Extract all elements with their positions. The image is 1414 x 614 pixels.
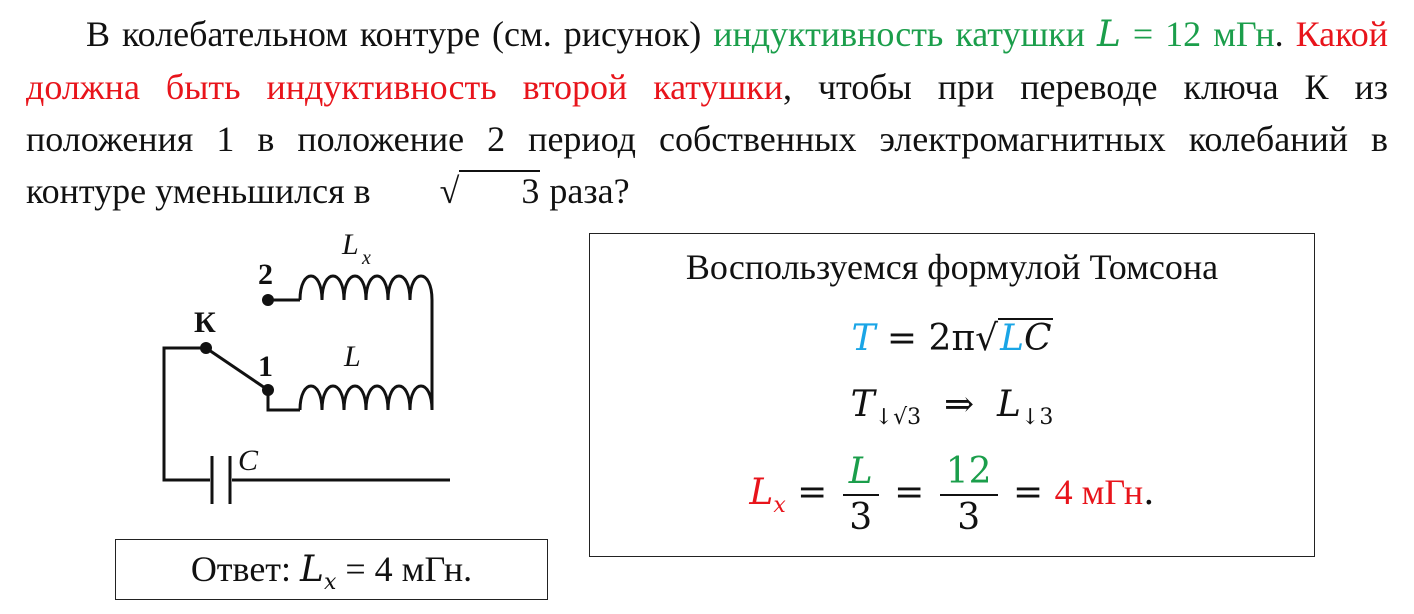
label-L: L (344, 340, 361, 373)
formula-sqrt: √LC (975, 318, 1052, 359)
result-end: . (1143, 472, 1155, 513)
formula-C: C (1023, 318, 1052, 359)
eq2: = (882, 472, 936, 513)
terminal-1-dot (262, 384, 274, 396)
solution-heading: Воспользуемся формулой Томсона (685, 247, 1219, 287)
problem-question: Какой должна быть индуктивность второй катушки (26, 14, 1389, 107)
label-K: К (194, 306, 216, 339)
coil-Lx (300, 276, 432, 300)
label-1: 1 (258, 350, 273, 383)
proportion-line (590, 384, 1314, 430)
wire-left (164, 348, 210, 480)
eq1: = (785, 472, 839, 513)
problem-text (26, 8, 1388, 217)
answer-prefix: Ответ: (190, 549, 301, 589)
frac2-num: 12 (940, 450, 998, 496)
fraction-L-over-3 (843, 450, 879, 540)
sqrt-expression: √ 3 (439, 171, 540, 211)
problem-inductance-phrase: индуктивность катушки (713, 14, 1098, 54)
fraction-12-over-3 (940, 450, 998, 540)
formula-T: T (851, 318, 876, 359)
formula-radicand (998, 318, 1052, 358)
line3-arrow: ⇒ (921, 384, 998, 425)
problem-part4: раза? (540, 171, 630, 211)
thomson-formula (590, 318, 1314, 359)
switch-pivot (200, 342, 212, 354)
result-var: L (749, 472, 774, 513)
answer-box (115, 539, 548, 600)
label-Lx-sub: x (362, 247, 371, 269)
frac2-den: 3 (957, 497, 981, 538)
circuit-diagram (150, 224, 450, 524)
formula-mid: = 2π (875, 318, 976, 359)
coil-L (300, 386, 432, 410)
result-sub: x (773, 493, 786, 519)
frac1-num: L (843, 450, 879, 496)
sqrt-radicand: 3 (459, 170, 540, 210)
result-value: 4 мГн (1054, 472, 1144, 512)
terminal-2-dot (262, 294, 274, 306)
problem-part3: , чтобы при переводе ключа К из положения 1 в положение 2 период собственных электромагнитных колебаний в контуре уменьшился в (26, 67, 1388, 211)
line3-L: L (997, 384, 1021, 425)
problem-period: . (1274, 14, 1296, 54)
line3-L-sub: ↓3 (1020, 405, 1054, 431)
line3-T-sub: ↓√3 (874, 405, 922, 431)
problem-L-symbol: L (1097, 14, 1121, 55)
solution-box (589, 233, 1315, 557)
label-C: C (238, 444, 259, 477)
answer-value: = 4 мГн. (336, 549, 473, 589)
wire-terminal-1 (268, 392, 300, 410)
result-line (590, 450, 1314, 540)
line3-T: T (850, 384, 875, 425)
frac1-den: 3 (849, 497, 873, 538)
answer-var: L (300, 549, 324, 590)
problem-L-value: = 12 мГн (1120, 14, 1275, 54)
eq3: = (1001, 472, 1055, 513)
answer-sub: x (323, 570, 337, 596)
label-Lx: L (342, 228, 359, 261)
problem-part1: В колебательном контуре (см. рисунок) (86, 14, 714, 54)
label-2: 2 (258, 258, 273, 291)
formula-L: L (1000, 318, 1024, 359)
